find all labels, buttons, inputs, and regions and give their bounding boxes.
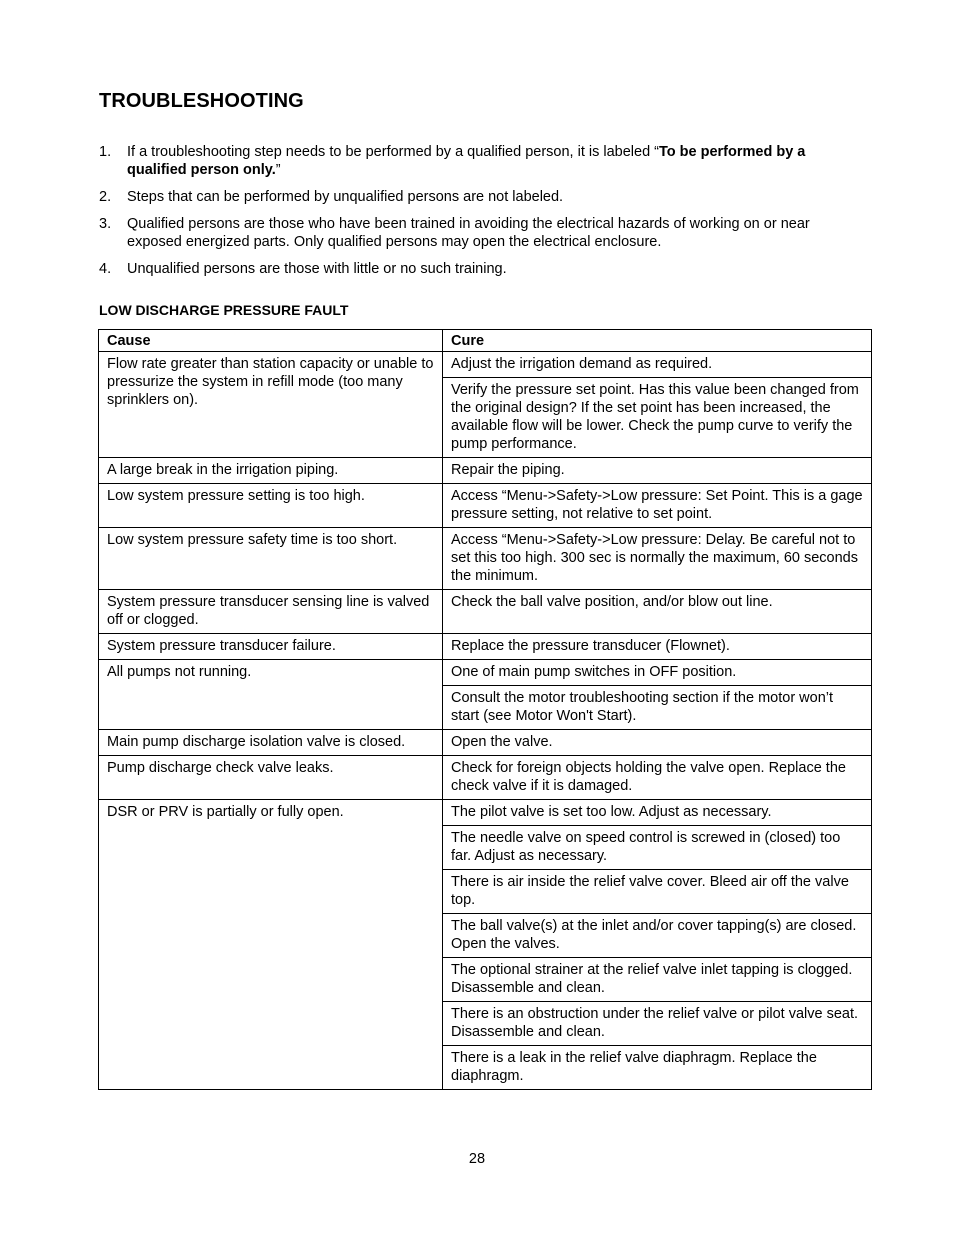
cause-cell: DSR or PRV is partially or fully open. bbox=[99, 800, 443, 1090]
table-row bbox=[99, 730, 872, 756]
table-row bbox=[99, 660, 872, 686]
table-row bbox=[99, 800, 872, 826]
troubleshooting-table bbox=[98, 329, 872, 1090]
cause-cell: System pressure transducer failure. bbox=[99, 634, 443, 660]
intro-item-number: 4. bbox=[99, 261, 112, 277]
cure-cell: Open the valve. bbox=[443, 730, 872, 756]
table-row bbox=[99, 756, 872, 800]
intro-item-text: Qualified persons are those who have been trained in avoiding the electrical hazards of working on or near exposed energized parts. Only qualified persons may open the electrical enclosure. bbox=[127, 216, 810, 250]
cure-cell: Replace the pressure transducer (Flownet). bbox=[443, 634, 872, 660]
cure-cell: Access “Menu->Safety->Low pressure: Delay. Be careful not to set this too high. 300 sec is normally the maximum, 60 seconds the minimum. bbox=[443, 528, 872, 590]
cure-cell: Check for foreign objects holding the valve open. Replace the check valve if it is damaged. bbox=[443, 756, 872, 800]
cure-cell: Check the ball valve position, and/or blow out line. bbox=[443, 590, 872, 634]
cure-cell: There is air inside the relief valve cover. Bleed air off the valve top. bbox=[443, 870, 872, 914]
intro-item-number: 1. bbox=[99, 144, 112, 160]
cure-cell: Adjust the irrigation demand as required. bbox=[443, 352, 872, 378]
table-row bbox=[99, 528, 872, 590]
table-row bbox=[99, 634, 872, 660]
cure-cell: One of main pump switches in OFF position. bbox=[443, 660, 872, 686]
cause-cell: Main pump discharge isolation valve is closed. bbox=[99, 730, 443, 756]
cause-cell: A large break in the irrigation piping. bbox=[99, 458, 443, 484]
intro-item-number: 2. bbox=[99, 189, 112, 205]
cause-cell: Pump discharge check valve leaks. bbox=[99, 756, 443, 800]
cause-header: Cause bbox=[99, 330, 443, 352]
cure-cell: There is an obstruction under the relief valve or pilot valve seat. Disassemble and clean. bbox=[443, 1002, 872, 1046]
cure-cell: There is a leak in the relief valve diaphragm. Replace the diaphragm. bbox=[443, 1046, 872, 1090]
page-number: 28 bbox=[468, 1151, 486, 1167]
cure-cell: The ball valve(s) at the inlet and/or cover tapping(s) are closed. Open the valves. bbox=[443, 914, 872, 958]
table-header-row bbox=[99, 330, 872, 352]
intro-list bbox=[99, 143, 859, 287]
cause-cell: Flow rate greater than station capacity or unable to pressurize the system in refill mode (too many sprinklers on). bbox=[99, 352, 443, 458]
cure-cell: The optional strainer at the relief valve inlet tapping is clogged. Disassemble and clean. bbox=[443, 958, 872, 1002]
intro-item-text: If a troubleshooting step needs to be performed by a qualified person, it is labeled “To be performed by a qualified person only.” bbox=[127, 144, 806, 178]
table-row bbox=[99, 352, 872, 378]
cure-cell: The needle valve on speed control is screwed in (closed) too far. Adjust as necessary. bbox=[443, 826, 872, 870]
intro-item bbox=[99, 215, 859, 251]
cure-header: Cure bbox=[443, 330, 872, 352]
cause-cell: All pumps not running. bbox=[99, 660, 443, 730]
table-body bbox=[99, 352, 872, 1090]
cure-cell: Repair the piping. bbox=[443, 458, 872, 484]
page-title: TROUBLESHOOTING bbox=[99, 90, 304, 112]
cure-cell: Consult the motor troubleshooting section if the motor won’t start (see Motor Won't Start). bbox=[443, 686, 872, 730]
cause-cell: System pressure transducer sensing line is valved off or clogged. bbox=[99, 590, 443, 634]
section-title: LOW DISCHARGE PRESSURE FAULT bbox=[99, 302, 349, 318]
cause-cell: Low system pressure safety time is too short. bbox=[99, 528, 443, 590]
intro-item bbox=[99, 143, 859, 179]
table-row bbox=[99, 590, 872, 634]
intro-item-text: Unqualified persons are those with little or no such training. bbox=[127, 261, 507, 277]
cause-cell: Low system pressure setting is too high. bbox=[99, 484, 443, 528]
intro-item-number: 3. bbox=[99, 216, 112, 232]
table-row bbox=[99, 484, 872, 528]
cure-cell: The pilot valve is set too low. Adjust as necessary. bbox=[443, 800, 872, 826]
intro-item-text: Steps that can be performed by unqualified persons are not labeled. bbox=[127, 189, 564, 205]
cure-cell: Access “Menu->Safety->Low pressure: Set Point. This is a gage pressure setting, not relative to set point. bbox=[443, 484, 872, 528]
cure-cell: Verify the pressure set point. Has this value been changed from the original design? If the set point has been increased, the available flow will be lower. Check the pump curve to verify the pump performance. bbox=[443, 378, 872, 458]
intro-item bbox=[99, 260, 859, 278]
table-row bbox=[99, 458, 872, 484]
intro-item bbox=[99, 188, 859, 206]
